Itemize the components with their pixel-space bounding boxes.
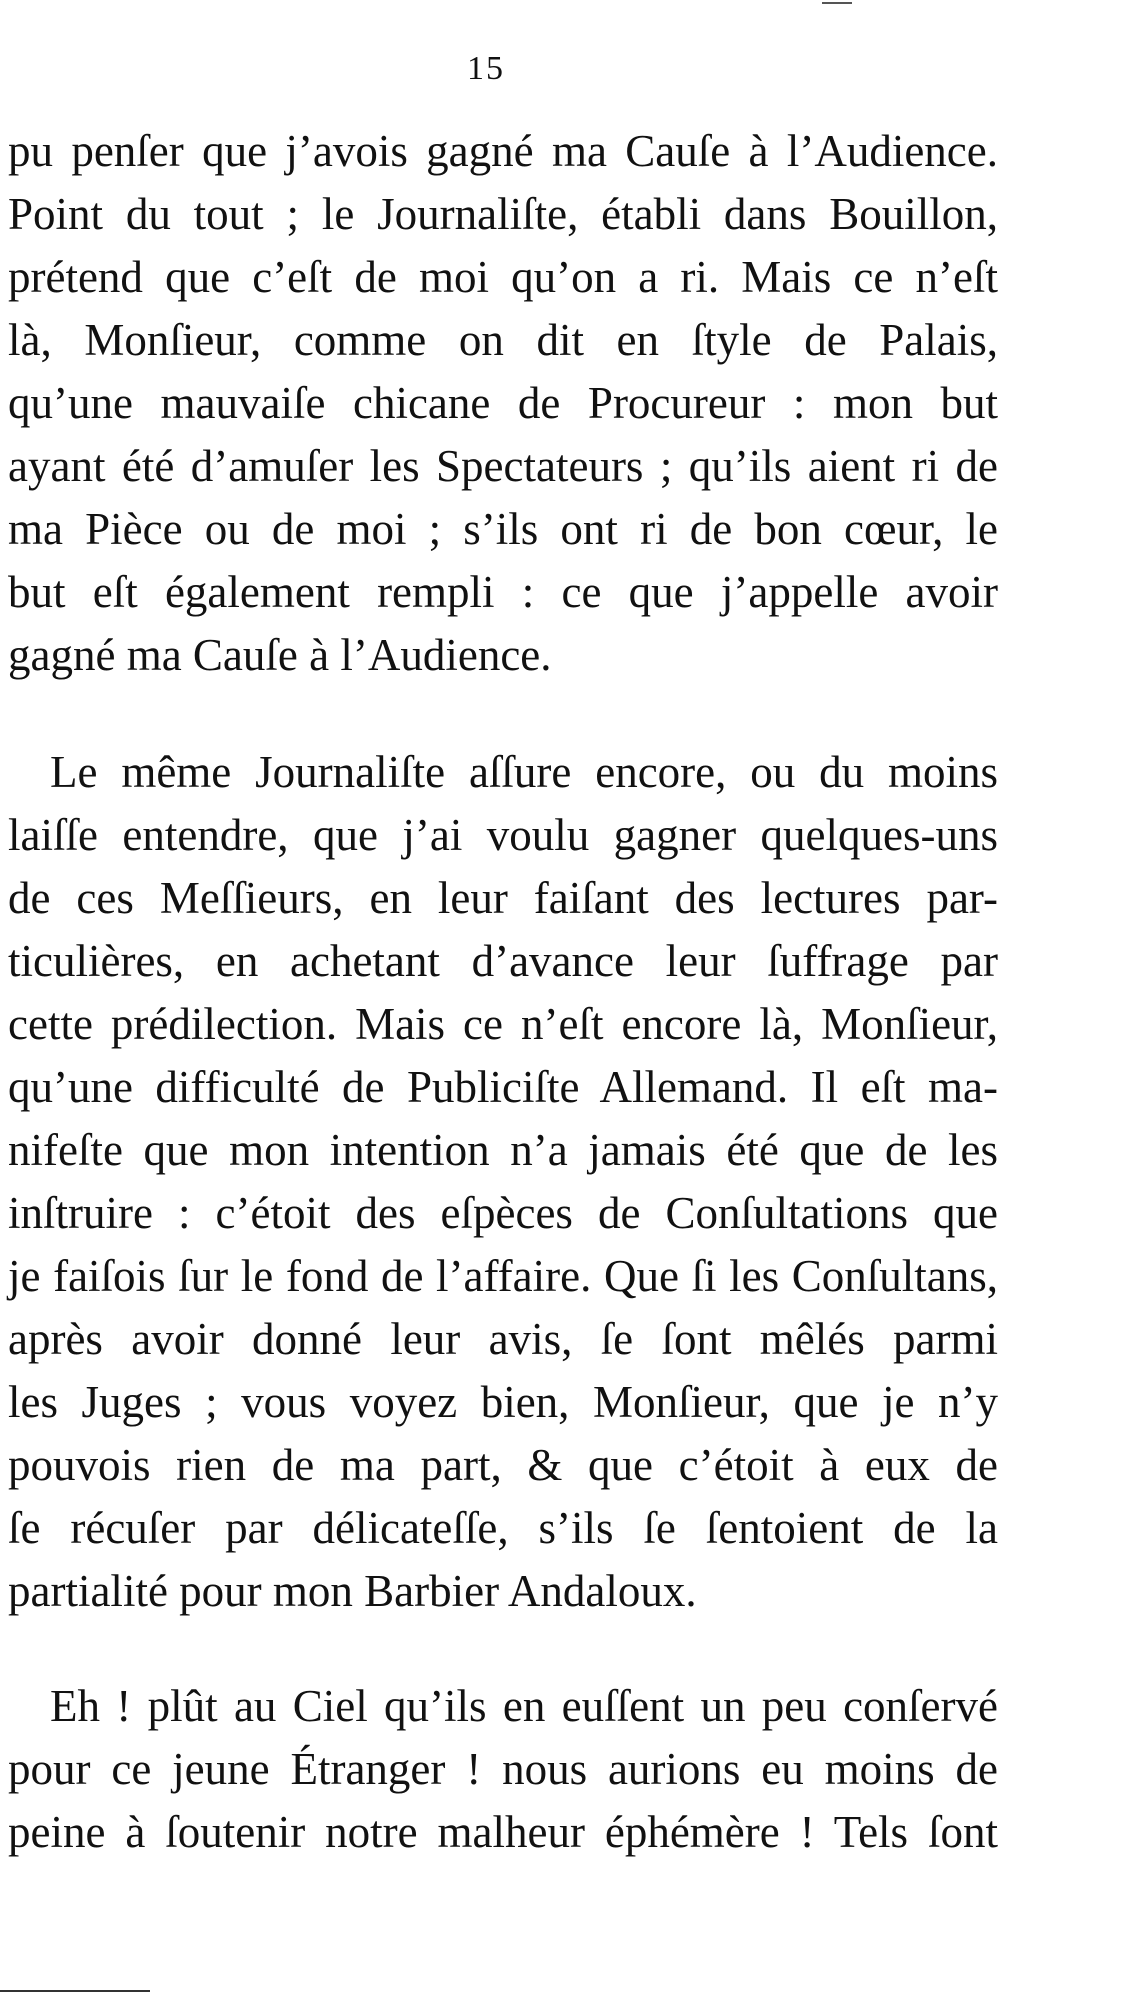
text-line: prétend que c’eſt de moi qu’on a ri. Mais ce n’eſt: [8, 252, 998, 302]
paragraph-3: [8, 1675, 998, 1864]
text-line: laiſſe entendre, que j’ai voulu gagner quelques-uns: [8, 810, 998, 860]
text-line: de ces Meſſieurs, en leur faiſant des lectures par-: [8, 873, 998, 923]
text-line: Eh ! plût au Ciel qu’ils en euſſent un peu conſervé: [50, 1681, 998, 1731]
text-line: Point du tout ; le Journaliſte, établi dans Bouillon,: [8, 189, 998, 239]
text-line: nifeſte que mon intention n’a jamais été que de les: [8, 1125, 998, 1175]
text-line: cette prédilection. Mais ce n’eſt encore là, Monſieur,: [8, 999, 998, 1049]
text-line: ma Pièce ou de moi ; s’ils ont ri de bon cœur, le: [8, 504, 998, 554]
text-line: je faiſois ſur le fond de l’affaire. Que ſi les Conſultans,: [8, 1251, 998, 1301]
paragraph-2: [8, 741, 998, 1623]
page-number: 15: [467, 50, 505, 87]
text-line: pouvois rien de ma part, & que c’étoit à eux de: [8, 1440, 998, 1490]
text-line: gagné ma Cauſe à l’Audience.: [8, 630, 552, 680]
top-edge-mark: [822, 2, 852, 4]
text-line: après avoir donné leur avis, ſe ſont mêlés parmi: [8, 1314, 998, 1364]
text-line: ayant été d’amuſer les Spectateurs ; qu’ils aient ri de: [8, 441, 998, 491]
text-line: qu’une mauvaiſe chicane de Procureur : mon but: [8, 378, 998, 428]
text-line: qu’une difficulté de Publiciſte Allemand. Il eſt ma-: [8, 1062, 998, 1112]
text-line: pu penſer que j’avois gagné ma Cauſe à l’Audience.: [8, 126, 998, 176]
text-line: ſe récuſer par délicateſſe, s’ils ſe ſentoient de la: [8, 1503, 998, 1553]
text-line: pour ce jeune Étranger ! nous aurions eu moins de: [8, 1744, 998, 1794]
text-line: les Juges ; vous voyez bien, Monſieur, que je n’y: [8, 1377, 998, 1427]
paragraph-1: [8, 120, 998, 687]
text-line: inſtruire : c’étoit des eſpèces de Conſultations que: [8, 1188, 998, 1238]
text-line: là, Monſieur, comme on dit en ſtyle de Palais,: [8, 315, 998, 365]
bottom-edge-rule: [0, 1990, 150, 1992]
text-line: partialité pour mon Barbier Andaloux.: [8, 1566, 697, 1616]
text-line: peine à ſoutenir notre malheur éphémère ! Tels ſont: [8, 1807, 998, 1857]
text-line: ticulières, en achetant d’avance leur ſuffrage par: [8, 936, 998, 986]
text-line: but eſt également rempli : ce que j’appelle avoir: [8, 567, 998, 617]
text-line: Le même Journaliſte aſſure encore, ou du moins: [50, 747, 998, 797]
